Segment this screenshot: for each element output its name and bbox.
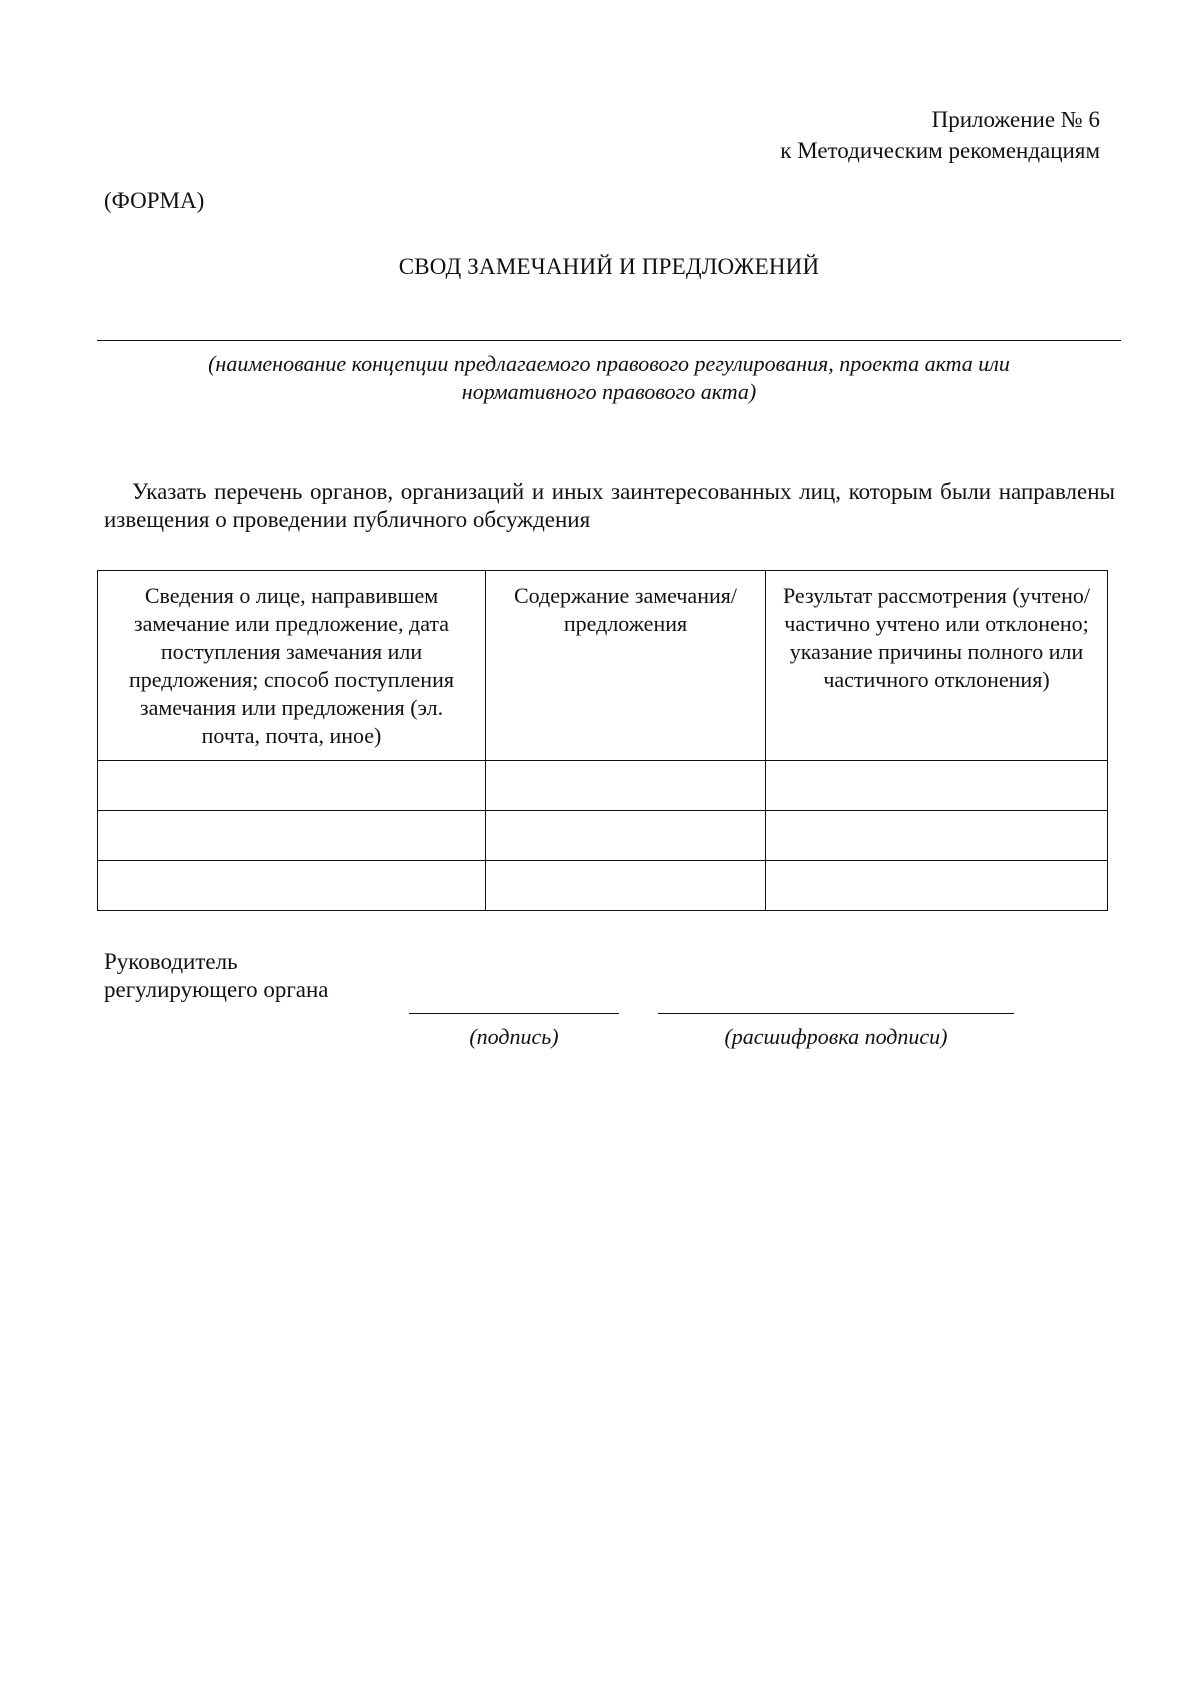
- table-cell: [486, 761, 766, 811]
- signature-caption: (подпись): [469, 1024, 559, 1049]
- appendix-number: Приложение № 6: [931, 107, 1100, 132]
- name-fill-line: [97, 340, 1121, 341]
- table-cell: [766, 861, 1108, 911]
- signature-decode-caption: (расшифровка подписи): [724, 1024, 948, 1049]
- table-cell: [98, 761, 486, 811]
- signer-role-line1: Руководитель: [104, 949, 238, 974]
- table-row: [98, 761, 1108, 811]
- table-row: [98, 811, 1108, 861]
- appendix-reference: к Методическим рекомендациям: [780, 138, 1100, 163]
- name-caption: [97, 350, 1121, 406]
- table-cell: [486, 861, 766, 911]
- document-title: СВОД ЗАМЕЧАНИЙ И ПРЕДЛОЖЕНИЙ: [398, 254, 820, 279]
- header-sender-info: Сведения о лице, направившем замечание или предложение, дата поступления замечания или предложения; способ поступления замечания или предложения (эл. почта, почта, иное): [98, 571, 486, 761]
- header-result: Результат рассмотрения (учтено/частично учтено или отклонено; указание причины полного или частичного отклонения): [766, 571, 1108, 761]
- signer-role-line2: регулирующего органа: [104, 977, 329, 1002]
- name-caption-line1: (наименование концепции предлагаемого правового регулирования, проекта акта или: [208, 351, 1010, 376]
- form-label: (ФОРМА): [104, 188, 205, 213]
- signer-role: [104, 948, 329, 1004]
- table-header-row: [98, 571, 1108, 761]
- comments-table: [97, 570, 1108, 911]
- signature-line: [409, 1013, 619, 1014]
- header-content: Содержание замечания/предложения: [486, 571, 766, 761]
- name-caption-line2: нормативного правового акта): [461, 379, 757, 404]
- appendix-header: [780, 104, 1100, 166]
- table-cell: [98, 811, 486, 861]
- table-cell: [486, 811, 766, 861]
- signature-decode-line: [658, 1013, 1014, 1014]
- table-row: [98, 861, 1108, 911]
- table-cell: [98, 861, 486, 911]
- table-cell: [766, 811, 1108, 861]
- table-cell: [766, 761, 1108, 811]
- instruction-paragraph: Указать перечень органов, организаций и иных заинтересованных лиц, которым были направлены извещения о проведении публичного обсуждения: [104, 479, 1115, 532]
